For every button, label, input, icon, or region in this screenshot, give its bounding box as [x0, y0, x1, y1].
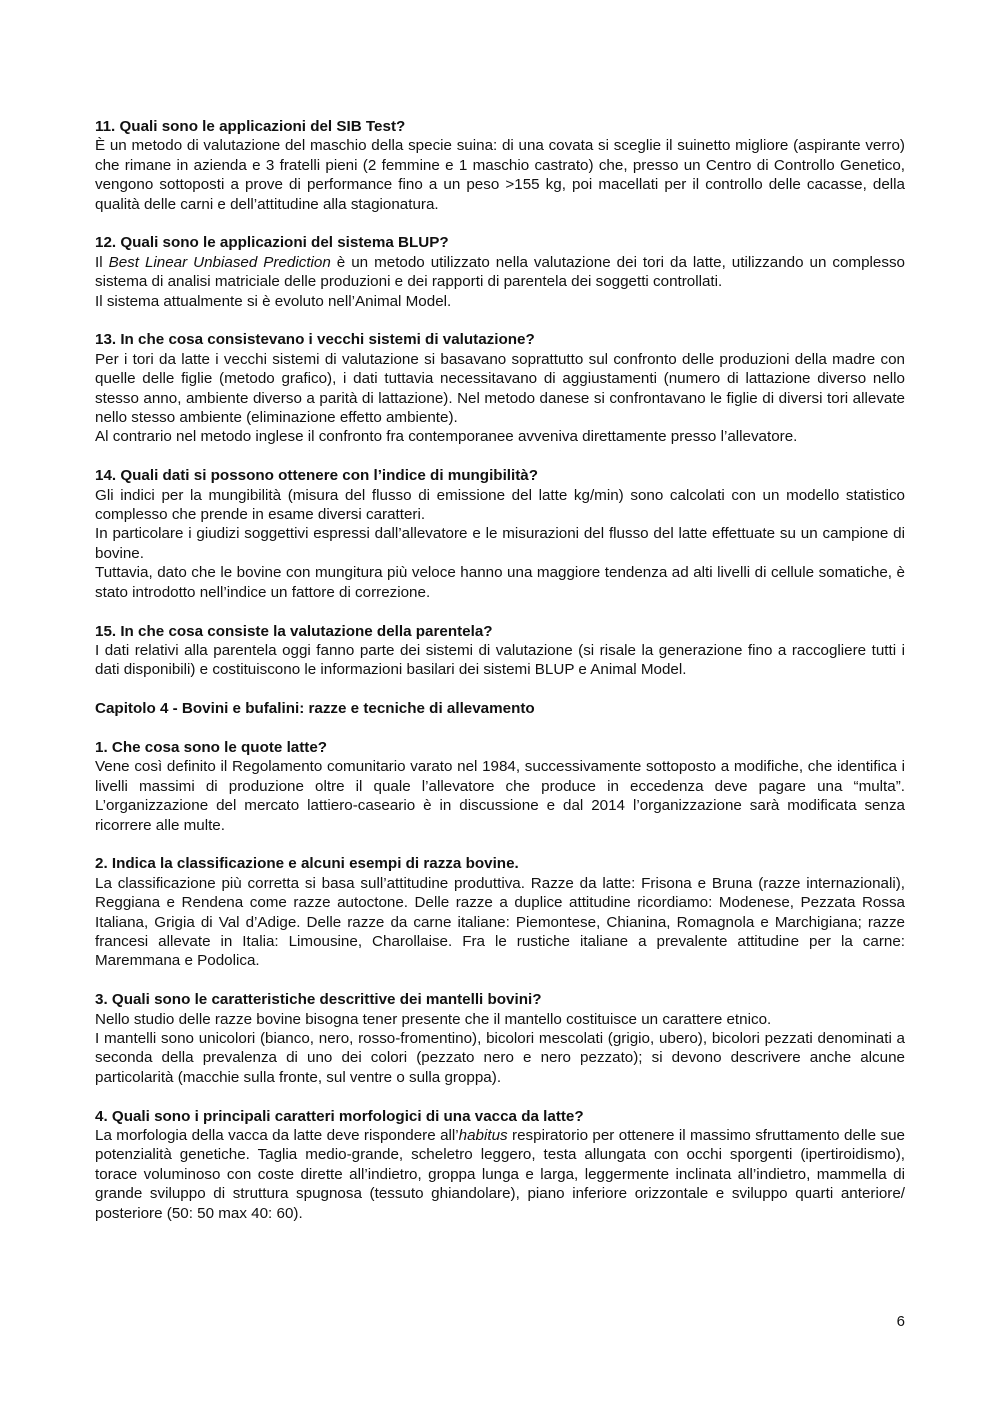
chapter-title: Capitolo 4 - Bovini e bufalini: razze e tecniche di allevamento [95, 700, 535, 718]
answer-paragraph [95, 1126, 905, 1223]
qa-section-13 [95, 330, 905, 446]
document-page [95, 117, 905, 1242]
answer-paragraph: È un metodo di valutazione del maschio della specie suina: di una covata si sceglie il suinetto migliore (aspirante verro) che rimane in azienda e 3 fratelli pieni (2 femmine e 1 maschio castrato) che, presso un Centro di Controllo Genetico, vengono sottoposti a prove di performance fino a un peso >155 kg, poi macellati per il controllo delle cacasse, della qualità delle carni e dell’attitudine alla stagionatura. [95, 137, 905, 213]
answer-text: Il [95, 253, 109, 271]
italic-term: habitus [458, 1126, 508, 1144]
answer-paragraph: I mantelli sono unicolori (bianco, nero, rosso-fromentino), bicolori mescolati (grigio, ubero), bicolori pezzati denominati a seconda della prevalenza di uno dei colori (pezzato nero e nero pezzato); si devono descrivere anche alcune particolarità (macchie sulla fronte, sul ventre o sulla groppa). [95, 1029, 905, 1086]
qa-section-14 [95, 466, 905, 602]
answer-paragraph: In particolare i giudizi soggettivi espressi dall’allevatore e le misurazioni del flusso del latte effettuate su un campione di bovine. [95, 525, 905, 562]
answer-paragraph: Al contrario nel metodo inglese il confronto fra contemporanee avveniva direttamente presso l’allevatore. [95, 428, 798, 446]
answer-paragraph: Tuttavia, dato che le bovine con mungitura più veloce hanno una maggiore tendenza ad alti livelli di cellule somatiche, è stato introdotto nell’indice un fattore di correzione. [95, 564, 905, 601]
question-heading: 4. Quali sono i principali caratteri morfologici di una vacca da latte? [95, 1107, 584, 1125]
question-heading: 11. Quali sono le applicazioni del SIB Test? [95, 118, 406, 135]
answer-text: respiratorio per ottenere il massimo sfruttamento delle sue potenzialità genetiche. Taglia medio-grande, scheletro leggero, testa allungata con occhi sporgenti (ipertiroidismo), torace voluminoso con coste dirette all’indietro, groppa lunga e larga, leggermente inclinata all’indietro, mammella di grande sviluppo di struttura spugnosa (tessuto ghiandolare), piano inferiore orizzontale e sviluppo quarti anteriore/ posteriore (50: 50 max 40: 60). [95, 1126, 905, 1222]
answer-paragraph: Vene così definito il Regolamento comunitario varato nel 1984, successivamente sottoposto a modifiche, che identifica i livelli massimi di produzione oltre il quale l’allevatore che produce in eccedenza deve pagare una “multa”. L’organizzazione del mercato lattiero-caseario è in discussione e dal 2014 l’organizzazione sarà modificata senza ricorrere alle multe. [95, 758, 905, 834]
qa-section-11 [95, 117, 905, 214]
question-heading: 14. Quali dati si possono ottenere con l’indice di mungibilità? [95, 467, 539, 485]
answer-paragraph: Il sistema attualmente si è evoluto nell’Animal Model. [95, 292, 452, 310]
answer-paragraph: Nello studio delle razze bovine bisogna tener presente che il mantello costituisce un carattere etnico. [95, 1010, 772, 1028]
answer-paragraph [95, 253, 905, 292]
question-heading: 12. Quali sono le applicazioni del sistema BLUP? [95, 234, 449, 252]
qa-section-ch4-1 [95, 738, 905, 835]
answer-text: è un metodo utilizzato nella valutazione dei tori da latte, utilizzando un complesso sistema di analisi matriciale delle produzioni e dei rapporti di parentela dei soggetti controllati. [95, 253, 905, 291]
answer-paragraph: La classificazione più corretta si basa sull’attitudine produttiva. Razze da latte: Frisona e Bruna (razze internazionali), Reggiana e Rendena come razze autoctone. Delle razze a duplice attitudine ricordiamo: Modenese, Pezzata Rossa Italiana, Grigia di Val d’Adige. Delle razze da carne italiane: Piemontese, Chianina, Romagnola e Marchigiana; razze francesi allevate in Italia: Limousine, Charollaise. Fra le rustiche italiane a prevalente attitudine per la carne: Maremmana e Podolica. [95, 874, 905, 970]
answer-paragraph: Per i tori da latte i vecchi sistemi di valutazione si basavano soprattutto sul confronto delle produzioni della madre con quelle delle figlie (metodo grafico), i dati tuttavia necessitavano di aggiustamenti (numero di lattazione diverso nello stesso anno, ambiente diverso a parità di lattazione). Nel metodo danese si confrontavano le figlie di diversi tori allevate nello stesso ambiente (eliminazione effetto ambiente). [95, 350, 905, 427]
question-heading: 15. In che cosa consiste la valutazione della parentela? [95, 622, 493, 640]
question-heading: 3. Quali sono le caratteristiche descrittive dei mantelli bovini? [95, 991, 542, 1009]
page-number: 6 [896, 1313, 905, 1330]
answer-text: La morfologia della vacca da latte deve rispondere all’ [95, 1126, 459, 1144]
question-heading: 13. In che cosa consistevano i vecchi sistemi di valutazione? [95, 331, 535, 349]
question-heading: 1. Che cosa sono le quote latte? [95, 738, 328, 756]
qa-section-ch4-3 [95, 990, 905, 1087]
question-heading: 2. Indica la classificazione e alcuni esempi di razza bovine. [95, 855, 519, 873]
qa-section-ch4-4 [95, 1107, 905, 1223]
qa-section-12 [95, 233, 905, 311]
answer-paragraph: I dati relativi alla parentela oggi fanno parte dei sistemi di valutazione (si risale la generazione fino a raccogliere tutti i dati disponibili) e costituiscono le informazioni basilari dei sistemi BLUP e Animal Model. [95, 641, 905, 679]
qa-section-ch4-2 [95, 854, 905, 970]
qa-section-15 [95, 622, 905, 680]
italic-term: Best Linear Unbiased Prediction [108, 253, 331, 271]
answer-paragraph: Gli indici per la mungibilità (misura del flusso di emissione del latte kg/min) sono calcolati con un modello statistico complesso che prende in esame diversi caratteri. [95, 486, 905, 524]
